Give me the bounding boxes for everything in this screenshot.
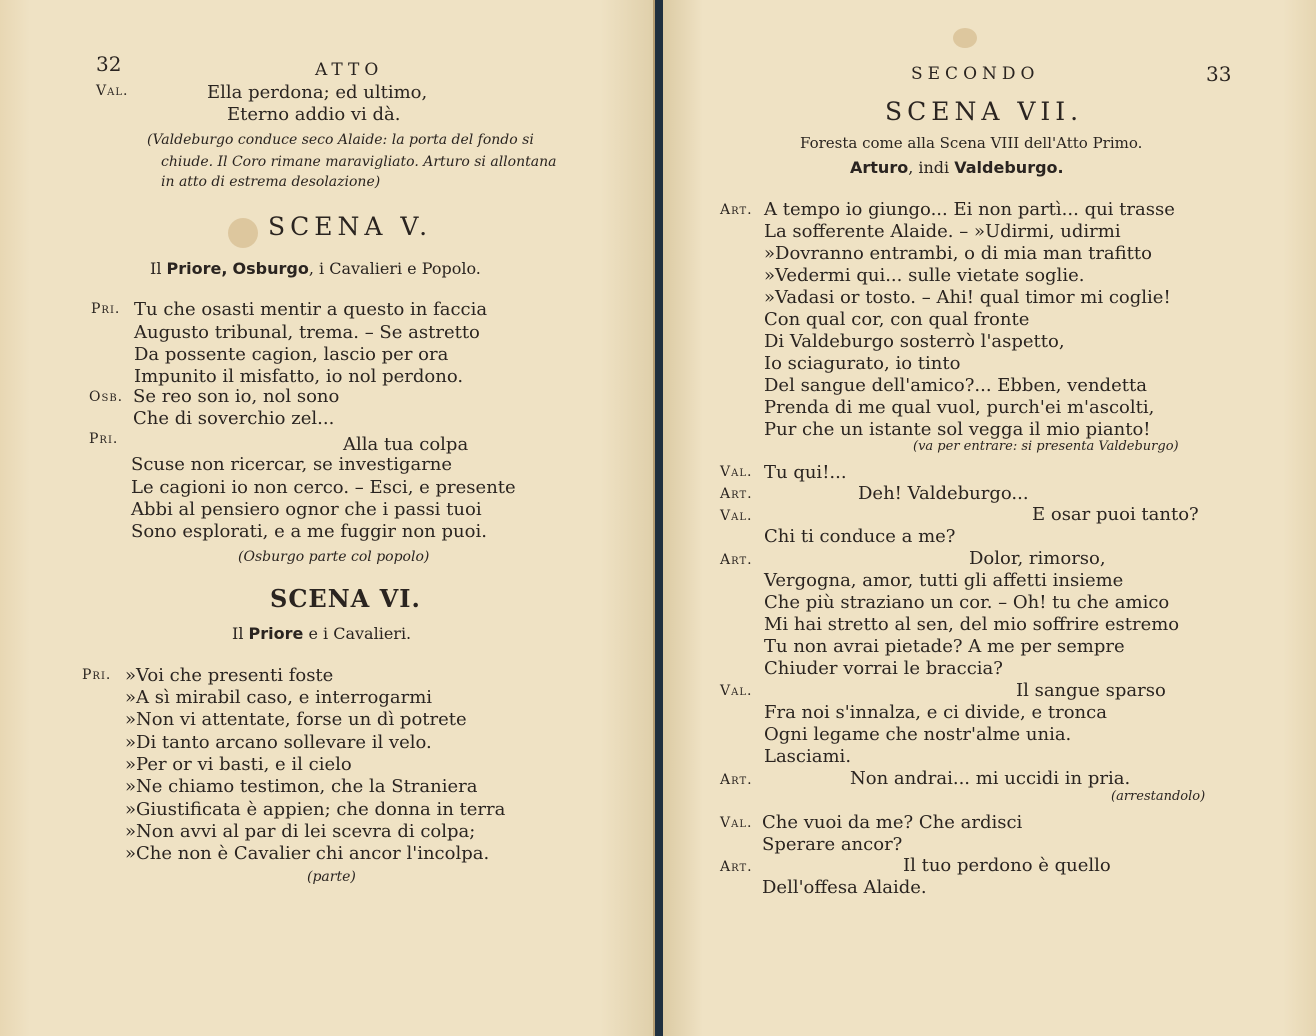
verse-line: »A sì mirabil caso, e interrogarmi <box>125 687 433 708</box>
verse-line: A tempo io giungo... Ei non partì... qui trasse <box>764 199 1175 220</box>
verse-line: »Dovranno entrambi, o di mia man trafitto <box>764 243 1152 264</box>
verse-line: Non andrai... mi uccidi in pria. <box>850 768 1131 789</box>
verse-line: »Vedermi qui... sulle vietate soglie. <box>764 265 1085 286</box>
speaker-label: Pri. <box>82 667 112 683</box>
speaker-label: Val. <box>720 464 753 480</box>
verse-line: Che vuoi da me? Che ardisci <box>762 812 1023 833</box>
verse-line: Se reo son io, nol sono <box>133 386 340 407</box>
verse-line: Sperare ancor? <box>762 834 903 855</box>
verse-line: Eterno addio vi dà. <box>227 104 401 125</box>
verse-line: »Giustificata è appien; che donna in terra <box>125 799 506 820</box>
verse-line: Di Valdeburgo sosterrò l'aspetto, <box>764 331 1065 352</box>
verse-line: Impunito il misfatto, io nol perdono. <box>134 366 464 387</box>
stage-direction: (parte) <box>307 869 356 885</box>
right-page <box>663 0 1316 1036</box>
verse-line: »Che non è Cavalier chi ancor l'incolpa. <box>125 843 490 864</box>
verse-line: Alla tua colpa <box>343 434 469 455</box>
verse-line: »Non vi attentate, forse un dì potrete <box>125 709 467 730</box>
verse-line: Augusto tribunal, trema. – Se astretto <box>134 322 480 343</box>
verse-line: Tu che osasti mentir a questo in faccia <box>134 299 488 320</box>
speaker-label: Art. <box>720 552 753 568</box>
page-number-left: 32 <box>96 52 122 76</box>
speaker-label: Pri. <box>89 431 119 447</box>
verse-line: Mi hai stretto al sen, del mio soffrire estremo <box>764 614 1180 635</box>
scene-characters: Arturo, indi Valdeburgo. <box>850 158 1064 177</box>
speaker-label: Val. <box>720 508 753 524</box>
verse-line: »Vadasi or tosto. – Ahi! qual timor mi coglie! <box>764 287 1171 308</box>
stage-direction: (Osburgo parte col popolo) <box>238 549 430 565</box>
verse-line: Abbi al pensiero ognor che i passi tuoi <box>131 499 482 520</box>
book-gutter <box>655 0 663 1036</box>
verse-line: La sofferente Alaide. – »Udirmi, udirmi <box>764 221 1121 242</box>
verse-line: »Non avvi al par di lei scevra di colpa; <box>125 821 476 842</box>
verse-line: Il sangue sparso <box>1016 680 1166 701</box>
verse-line: Io sciagurato, io tinto <box>764 353 961 374</box>
stage-direction: (Valdeburgo conduce seco Alaide: la porta del fondo si <box>147 132 534 148</box>
speaker-label: Val. <box>720 683 753 699</box>
scene-setting: Foresta come alla Scena VIII dell'Atto Primo. <box>800 134 1143 152</box>
scene-title: SCENA V. <box>268 212 433 241</box>
verse-line: Pur che un istante sol vegga il mio pianto! <box>764 419 1151 440</box>
verse-line: Che di soverchio zel... <box>133 408 335 429</box>
verse-line: Lasciami. <box>764 746 852 767</box>
verse-line: Dolor, rimorso, <box>969 548 1106 569</box>
verse-line: Sono esplorati, e a me fuggir non puoi. <box>131 521 487 542</box>
verse-line: Dell'offesa Alaide. <box>762 877 927 898</box>
verse-line: Tu qui!... <box>764 462 847 483</box>
verse-line: »Di tanto arcano sollevare il velo. <box>125 732 432 753</box>
speaker-label: Art. <box>720 486 753 502</box>
stage-direction: in atto di estrema desolazione) <box>161 174 381 190</box>
verse-line: Da possente cagion, lascio per ora <box>134 344 449 365</box>
verse-line: E osar puoi tanto? <box>1032 504 1199 525</box>
verse-line: »Per or vi basti, e il cielo <box>125 754 352 775</box>
speaker-label: Art. <box>720 772 753 788</box>
scene-title: SCENA VII. <box>885 97 1084 126</box>
verse-line: Che più straziano un cor. – Oh! tu che amico <box>764 592 1170 613</box>
verse-line: Fra noi s'innalza, e ci divide, e tronca <box>764 702 1107 723</box>
stage-direction: (arrestandolo) <box>1111 789 1206 804</box>
verse-line: Con qual cor, con qual fronte <box>764 309 1030 330</box>
speaker-label: Art. <box>720 859 753 875</box>
verse-line: Chiuder vorrai le braccia? <box>764 658 1003 679</box>
verse-line: »Voi che presenti foste <box>125 665 334 686</box>
speaker-label: Osb. <box>89 389 124 405</box>
stage-direction: (va per entrare: si presenta Valdeburgo) <box>913 439 1179 454</box>
verse-line: Prenda di me qual vuol, purch'ei m'ascolti, <box>764 397 1155 418</box>
verse-line: Scuse non ricercar, se investigarne <box>131 454 453 475</box>
speaker-label: Val. <box>720 815 753 831</box>
stain-mark <box>228 218 258 248</box>
verse-line: Deh! Valdeburgo... <box>858 483 1029 504</box>
verse-line: »Ne chiamo testimon, che la Straniera <box>125 776 478 797</box>
speaker-label: Art. <box>720 202 753 218</box>
verse-line: Del sangue dell'amico?... Ebben, vendetta <box>764 375 1147 396</box>
speaker-label: Val. <box>96 83 129 99</box>
page-number-right: 33 <box>1206 62 1232 86</box>
running-head-right: SECONDO <box>911 64 1040 84</box>
scene-title: SCENA VI. <box>270 584 421 613</box>
verse-line: Ogni legame che nostr'alme unia. <box>764 724 1072 745</box>
scene-characters: Il Priore e i Cavalieri. <box>232 624 412 643</box>
scene-characters: Il Priore, Osburgo, i Cavalieri e Popolo. <box>150 259 481 278</box>
verse-line: Le cagioni io non cerco. – Esci, e presente <box>131 477 516 498</box>
verse-line: Vergogna, amor, tutti gli affetti insieme <box>764 570 1124 591</box>
running-head-left: ATTO <box>315 60 384 80</box>
verse-line: Il tuo perdono è quello <box>903 855 1111 876</box>
stain-mark <box>953 28 977 48</box>
verse-line: Chi ti conduce a me? <box>764 526 956 547</box>
left-page <box>0 0 655 1036</box>
verse-line: Ella perdona; ed ultimo, <box>207 82 428 103</box>
stage-direction: chiude. Il Coro rimane maravigliato. Arturo si allontana <box>161 154 557 170</box>
speaker-label: Pri. <box>91 301 121 317</box>
verse-line: Tu non avrai pietade? A me per sempre <box>764 636 1125 657</box>
